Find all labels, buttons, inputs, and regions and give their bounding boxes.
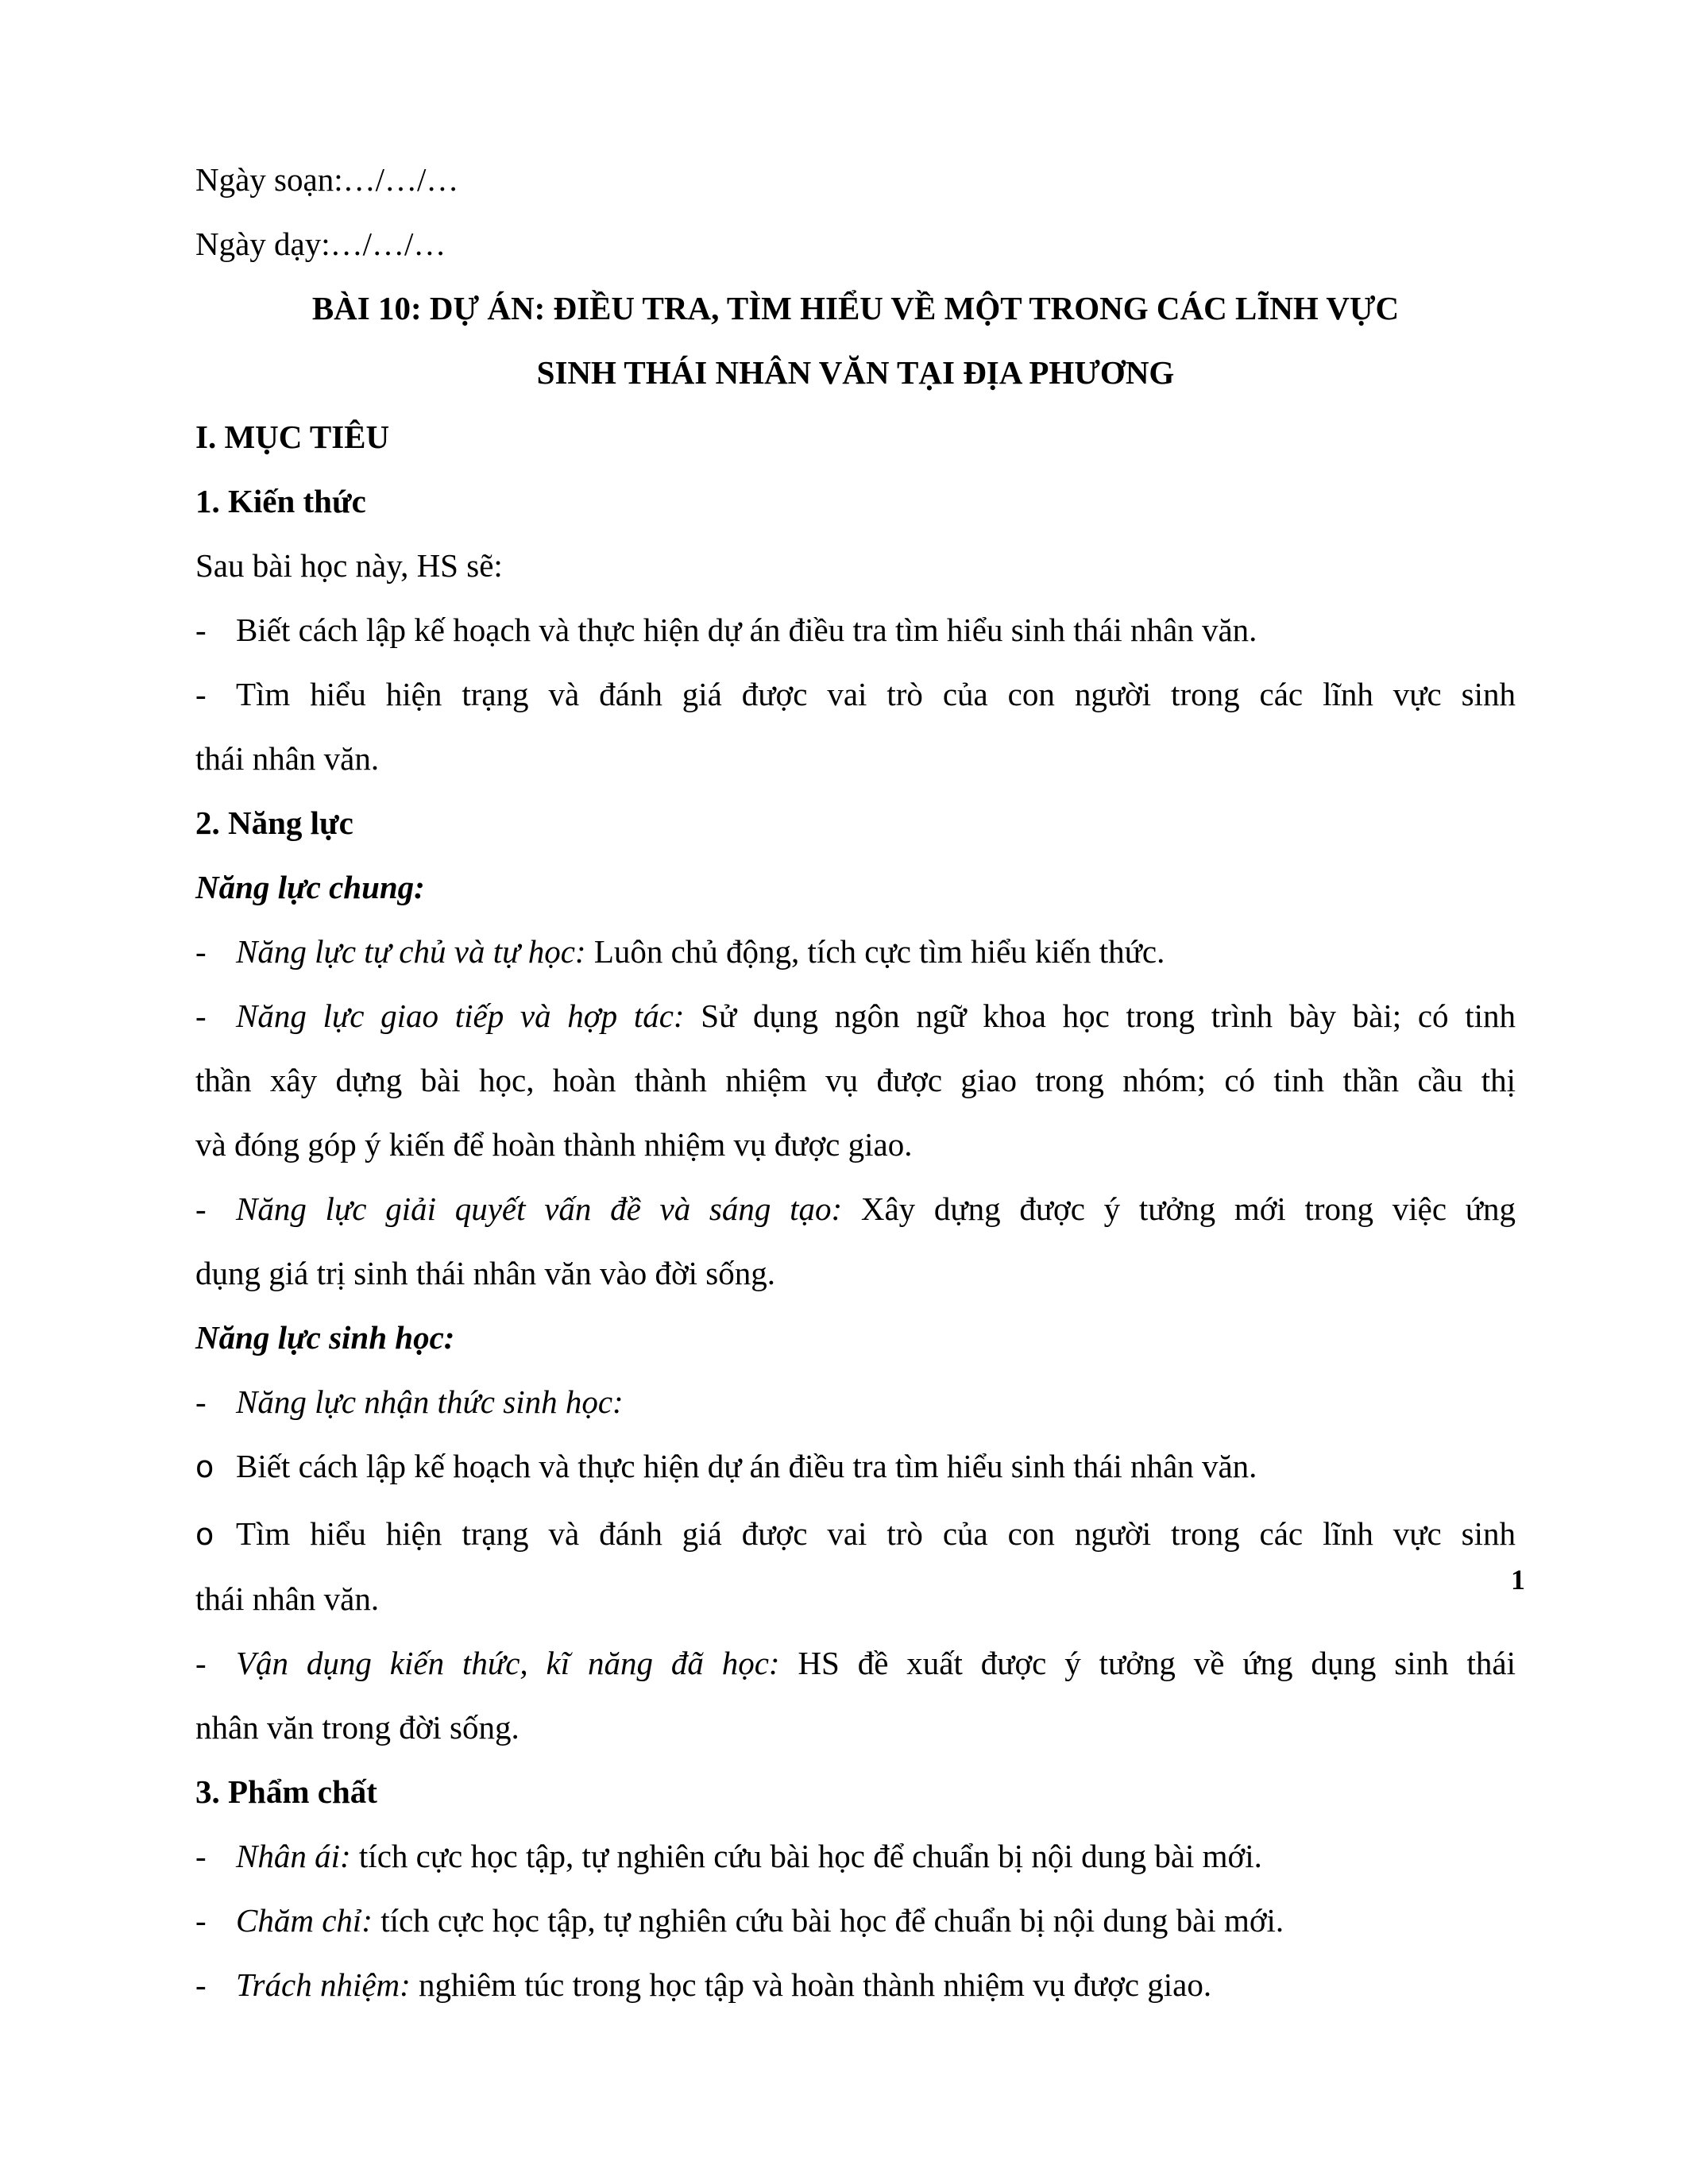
competency-label: Năng lực giải quyết vấn đề và sáng tạo: <box>236 1190 843 1227</box>
general-competency-item <box>195 984 1516 1048</box>
quality-label: Nhân ái: <box>236 1838 351 1874</box>
page-number: 1 <box>1511 1564 1525 1596</box>
quality-text: tích cực học tập, tự nghiên cứu bài học để chuẩn bị nội dung bài mới. <box>372 1902 1284 1939</box>
general-competency-item <box>195 920 1516 984</box>
quality-item <box>195 1824 1516 1889</box>
dash-marker: - <box>195 1645 207 1681</box>
knowledge-item-text: Tìm hiểu hiện trạng và đánh giá được vai trò của con người trong các lĩnh vực sinh <box>236 676 1516 712</box>
quality-item <box>195 1889 1516 1953</box>
dash-marker: - <box>195 612 207 648</box>
knowledge-item <box>195 598 1516 662</box>
biology-cognition-item <box>195 1370 1516 1434</box>
quality-label: Chăm chỉ: <box>236 1902 373 1939</box>
quality-label: Trách nhiệm: <box>236 1966 411 2003</box>
competency-text: Luôn chủ động, tích cực tìm hiểu kiến thức. <box>585 933 1165 970</box>
document-body <box>195 148 1516 2017</box>
competency-text: Xây dựng được ý tưởng mới trong việc ứng <box>842 1190 1516 1227</box>
biology-bullet-text: Biết cách lập kế hoạch và thực hiện dự án điều tra tìm hiểu sinh thái nhân văn. <box>236 1448 1257 1484</box>
lesson-title-line-2: SINH THÁI NHÂN VĂN TẠI ĐỊA PHƯƠNG <box>536 354 1175 391</box>
quality-text: tích cực học tập, tự nghiên cứu bài học để chuẩn bị nội dung bài mới. <box>350 1838 1262 1874</box>
knowledge-intro: Sau bài học này, HS sẽ: <box>195 547 503 584</box>
general-competency-continuation: và đóng góp ý kiến để hoàn thành nhiệm vụ được giao. <box>195 1126 913 1163</box>
biology-bullet-text: Tìm hiểu hiện trạng và đánh giá được vai trò của con người trong các lĩnh vực sinh <box>236 1515 1516 1552</box>
general-competency-item <box>195 1177 1516 1241</box>
prep-date: Ngày soạn:…/…/… <box>195 161 459 198</box>
biology-apply-continuation: nhân văn trong đời sống. <box>195 1709 520 1746</box>
dash-marker: - <box>195 1966 207 2003</box>
dash-marker: - <box>195 1383 207 1420</box>
dash-marker: - <box>195 1838 207 1874</box>
dash-marker: - <box>195 997 207 1034</box>
teach-date: Ngày dạy:…/…/… <box>195 226 446 262</box>
circle-bullet-icon: o <box>195 1449 214 1484</box>
dash-marker: - <box>195 1902 207 1939</box>
quality-text: nghiêm túc trong học tập và hoàn thành nhiệm vụ được giao. <box>410 1966 1212 2003</box>
biology-bullet-item <box>195 1434 1516 1499</box>
general-competency-continuation: thần xây dựng bài học, hoàn thành nhiệm vụ được giao trong nhóm; có tinh thần cầu thị <box>195 1062 1516 1098</box>
subheading-knowledge: 1. Kiến thức <box>195 483 366 519</box>
knowledge-item <box>195 662 1516 727</box>
general-competency-heading: Năng lực chung: <box>195 869 425 905</box>
quality-item <box>195 1953 1516 2017</box>
dash-marker: - <box>195 1190 207 1227</box>
biology-apply-item <box>195 1631 1516 1696</box>
knowledge-item-continuation: thái nhân văn. <box>195 740 380 777</box>
dash-marker: - <box>195 676 207 712</box>
biology-apply-label: Vận dụng kiến thức, kĩ năng đã học: <box>236 1645 780 1681</box>
competency-label: Năng lực tự chủ và tự học: <box>236 933 586 970</box>
section-heading-objectives: I. MỤC TIÊU <box>195 419 390 455</box>
biology-competency-heading: Năng lực sinh học: <box>195 1319 455 1356</box>
lesson-title-line-1: BÀI 10: DỰ ÁN: ĐIỀU TRA, TÌM HIỂU VỀ MỘT TRONG CÁC LĨNH VỰC <box>311 290 1400 326</box>
knowledge-item-text: Biết cách lập kế hoạch và thực hiện dự án điều tra tìm hiểu sinh thái nhân văn. <box>236 612 1257 648</box>
competency-text: Sử dụng ngôn ngữ khoa học trong trình bày bài; có tinh <box>684 997 1516 1034</box>
subheading-qualities: 3. Phẩm chất <box>195 1773 377 1810</box>
biology-cognition-label: Năng lực nhận thức sinh học: <box>236 1383 624 1420</box>
subheading-competency: 2. Năng lực <box>195 805 353 841</box>
dash-marker: - <box>195 933 207 970</box>
circle-bullet-icon: o <box>195 1517 214 1552</box>
biology-apply-text: HS đề xuất được ý tưởng về ứng dụng sinh thái <box>779 1645 1516 1681</box>
biology-bullet-continuation: thái nhân văn. <box>195 1580 380 1617</box>
general-competency-continuation: dụng giá trị sinh thái nhân văn vào đời sống. <box>195 1255 775 1291</box>
biology-bullet-item <box>195 1502 1516 1567</box>
competency-label: Năng lực giao tiếp và hợp tác: <box>236 997 685 1034</box>
